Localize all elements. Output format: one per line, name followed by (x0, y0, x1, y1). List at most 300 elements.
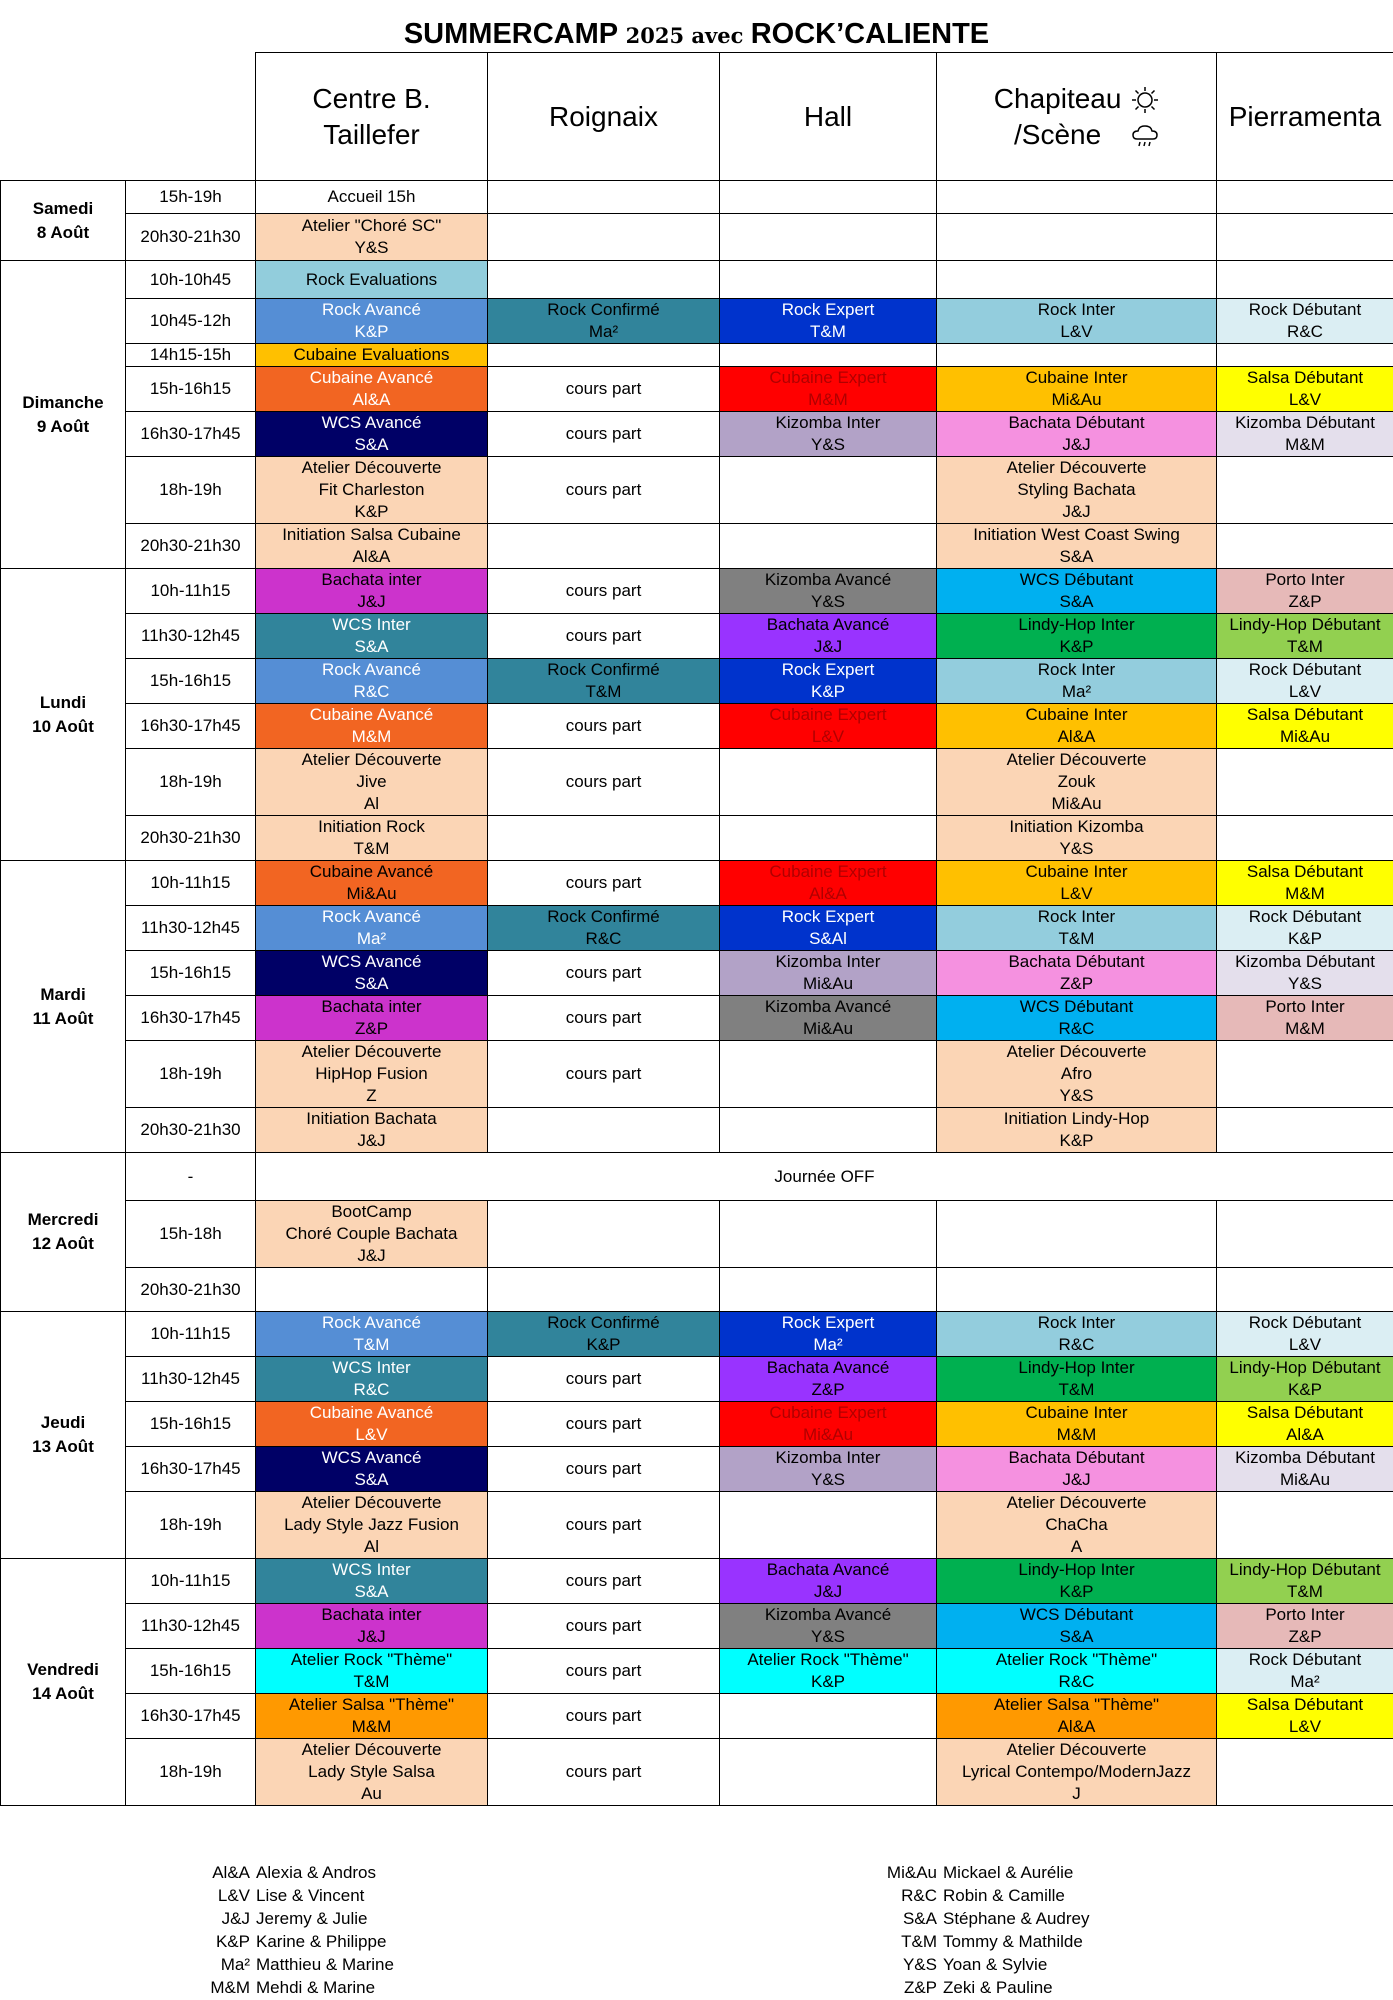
schedule-row (1, 1402, 1393, 1447)
class-cell-roignaix (488, 1268, 720, 1312)
class-cell-roignaix (488, 261, 720, 299)
schedule-row (1, 261, 1393, 299)
class-cell-hall: Rock Expert S&Al (720, 906, 937, 951)
class-cell-pierramenta (1217, 524, 1393, 569)
room-header-hall (720, 53, 937, 181)
schedule-row (1, 659, 1393, 704)
class-cell-centre: WCS Inter S&A (256, 1559, 488, 1604)
class-cell-hall: Kizomba Avancé Y&S (720, 1604, 937, 1649)
class-cell-hall: Bachata Avancé Z&P (720, 1357, 937, 1402)
schedule-row (1, 1357, 1393, 1402)
class-cell-centre: Initiation Salsa Cubaine Al&A (256, 524, 488, 569)
class-cell-centre: Cubaine Avancé M&M (256, 704, 488, 749)
schedule-row (1, 1447, 1393, 1492)
class-cell-roignaix: cours part (488, 749, 720, 816)
class-cell-chapiteau: Rock Inter R&C (937, 1312, 1217, 1357)
time-slot: 15h-16h15 (126, 951, 256, 996)
class-cell-roignaix: cours part (488, 1649, 720, 1694)
class-cell-hall: Kizomba Avancé Y&S (720, 569, 937, 614)
class-cell-centre: Cubaine Evaluations (256, 344, 488, 367)
class-cell-roignaix: cours part (488, 1402, 720, 1447)
class-cell-chapiteau: Atelier Découverte ChaCha A (937, 1492, 1217, 1559)
class-cell-chapiteau: Atelier Découverte Styling Bachata J&J (937, 457, 1217, 524)
class-cell-centre: WCS Avancé S&A (256, 1447, 488, 1492)
schedule-row (1, 861, 1393, 906)
legend-abbr: S&A (902, 1909, 937, 1928)
schedule-row (1, 181, 1393, 214)
class-cell-pierramenta: Lindy-Hop Débutant T&M (1217, 614, 1393, 659)
schedule-row (1, 524, 1393, 569)
legend-item (206, 1976, 394, 1999)
class-cell-centre: Atelier Découverte Fit Charleston K&P (256, 457, 488, 524)
time-slot: 16h30-17h45 (126, 704, 256, 749)
room-header-roignaix (488, 53, 720, 181)
class-cell-chapiteau: Rock Inter L&V (937, 299, 1217, 344)
class-cell-pierramenta: Lindy-Hop Débutant K&P (1217, 1357, 1393, 1402)
time-slot: 15h-18h (126, 1201, 256, 1268)
class-cell-pierramenta: Kizomba Débutant Y&S (1217, 951, 1393, 996)
legend-item (206, 1884, 394, 1907)
class-cell-pierramenta: Salsa Débutant L&V (1217, 367, 1393, 412)
class-cell-pierramenta (1217, 261, 1393, 299)
schedule-row (1, 1312, 1393, 1357)
legend-abbr: R&C (901, 1886, 937, 1905)
class-cell-roignaix: cours part (488, 412, 720, 457)
time-slot: 16h30-17h45 (126, 1447, 256, 1492)
room-header-chapiteau (937, 53, 1217, 181)
time-slot: 10h-11h15 (126, 569, 256, 614)
schedule-row (1, 1153, 1393, 1201)
legend-item (206, 1907, 394, 1930)
class-cell-hall: Kizomba Inter Mi&Au (720, 951, 937, 996)
schedule-row (1, 1694, 1393, 1739)
class-cell-roignaix (488, 344, 720, 367)
class-cell-chapiteau: Initiation Kizomba Y&S (937, 816, 1217, 861)
legend-abbr: K&P (215, 1932, 250, 1951)
class-cell-centre: Initiation Bachata J&J (256, 1108, 488, 1153)
class-cell-pierramenta (1217, 1041, 1393, 1108)
class-cell-hall (720, 1108, 937, 1153)
class-cell-hall (720, 214, 937, 261)
legend-abbr: T&M (901, 1932, 937, 1951)
time-slot: 11h30-12h45 (126, 1357, 256, 1402)
title-part-2: 2025 avec (625, 23, 751, 48)
time-slot: 20h30-21h30 (126, 816, 256, 861)
class-cell-pierramenta: Kizomba Débutant M&M (1217, 412, 1393, 457)
class-cell-chapiteau: Atelier Salsa "Thème" Al&A (937, 1694, 1217, 1739)
legend-abbr: M&M (210, 1978, 250, 1997)
class-cell-roignaix: cours part (488, 1492, 720, 1559)
class-cell-pierramenta (1217, 181, 1393, 214)
schedule-row (1, 1108, 1393, 1153)
class-cell-pierramenta: Rock Débutant Ma² (1217, 1649, 1393, 1694)
class-cell-roignaix (488, 816, 720, 861)
class-cell-pierramenta: Porto Inter M&M (1217, 996, 1393, 1041)
class-cell-chapiteau: Initiation Lindy-Hop K&P (937, 1108, 1217, 1153)
day-label: Jeudi 13 Août (1, 1312, 126, 1559)
legend-item (877, 1907, 1090, 1930)
legend-abbr: L&V (217, 1886, 250, 1905)
class-cell-roignaix: Rock Confirmé Ma² (488, 299, 720, 344)
class-cell-centre: WCS Avancé S&A (256, 951, 488, 996)
schedule-row (1, 951, 1393, 996)
time-slot: 20h30-21h30 (126, 1108, 256, 1153)
schedule-row (1, 412, 1393, 457)
legend-item (877, 1930, 1090, 1953)
class-cell-roignaix: cours part (488, 1559, 720, 1604)
class-cell-centre: Bachata inter J&J (256, 1604, 488, 1649)
class-cell-hall (720, 261, 937, 299)
time-slot: 16h30-17h45 (126, 996, 256, 1041)
class-cell-hall: Kizomba Inter Y&S (720, 1447, 937, 1492)
schedule-row (1, 749, 1393, 816)
class-cell-chapiteau: Atelier Découverte Lyrical Contempo/ModernJazz J (937, 1739, 1217, 1806)
class-cell-chapiteau: WCS Débutant S&A (937, 569, 1217, 614)
time-slot: 18h-19h (126, 1739, 256, 1806)
class-cell-hall: Rock Expert Ma² (720, 1312, 937, 1357)
class-cell-chapiteau: WCS Débutant R&C (937, 996, 1217, 1041)
legend-abbr: Z&P (903, 1978, 937, 1997)
class-cell-chapiteau: Bachata Débutant J&J (937, 1447, 1217, 1492)
legend-abbr: J&J (221, 1909, 250, 1928)
time-slot: 11h30-12h45 (126, 614, 256, 659)
legend-item (877, 1953, 1090, 1976)
class-cell-roignaix: Rock Confirmé R&C (488, 906, 720, 951)
class-cell-centre: Rock Avancé Ma² (256, 906, 488, 951)
class-cell-hall: Rock Expert T&M (720, 299, 937, 344)
legend-name: Zeki & Pauline (943, 1978, 1053, 1997)
class-cell-roignaix: cours part (488, 704, 720, 749)
header-corner (1, 53, 256, 181)
day-label: Mercredi 12 Août (1, 1153, 126, 1312)
class-cell-centre: Atelier "Choré SC" Y&S (256, 214, 488, 261)
legend-abbr: Al&A (212, 1863, 250, 1882)
class-cell-centre: Cubaine Avancé L&V (256, 1402, 488, 1447)
class-cell-chapiteau (937, 344, 1217, 367)
class-cell-centre (256, 1268, 488, 1312)
legend-name: Karine & Philippe (256, 1932, 387, 1951)
class-cell-centre: Atelier Découverte HipHop Fusion Z (256, 1041, 488, 1108)
class-cell-centre: Atelier Découverte Lady Style Salsa Au (256, 1739, 488, 1806)
class-cell-pierramenta: Salsa Débutant Mi&Au (1217, 704, 1393, 749)
class-cell-chapiteau (937, 1201, 1217, 1268)
time-slot: 20h30-21h30 (126, 214, 256, 261)
class-cell-roignaix (488, 181, 720, 214)
room-name: Hall (803, 100, 853, 132)
class-cell-roignaix: cours part (488, 1357, 720, 1402)
schedule-row (1, 1492, 1393, 1559)
legend-item (877, 1884, 1090, 1907)
schedule-row (1, 214, 1393, 261)
class-cell-centre: Rock Evaluations (256, 261, 488, 299)
class-cell-hall: Bachata Avancé J&J (720, 614, 937, 659)
class-cell-hall (720, 1492, 937, 1559)
schedule-row (1, 996, 1393, 1041)
class-cell-roignaix (488, 1108, 720, 1153)
schedule-row (1, 457, 1393, 524)
schedule-body (1, 181, 1393, 1806)
class-cell-chapiteau: Bachata Débutant Z&P (937, 951, 1217, 996)
schedule-row (1, 816, 1393, 861)
time-slot: 18h-19h (126, 749, 256, 816)
class-cell-pierramenta: Rock Débutant R&C (1217, 299, 1393, 344)
room-header-pierramenta (1217, 53, 1393, 181)
room-name: Chapiteau /Scène (993, 82, 1122, 150)
class-cell-roignaix: cours part (488, 1041, 720, 1108)
class-cell-centre: Accueil 15h (256, 181, 488, 214)
class-cell-hall (720, 816, 937, 861)
schedule-row (1, 1041, 1393, 1108)
day-label: Mardi 11 Août (1, 861, 126, 1153)
time-slot: 10h-11h15 (126, 861, 256, 906)
legend-name: Robin & Camille (943, 1886, 1065, 1905)
class-cell-roignaix: cours part (488, 951, 720, 996)
schedule-row (1, 1604, 1393, 1649)
room-header-centre (256, 53, 488, 181)
sun-icon (1131, 86, 1159, 114)
schedule-row (1, 569, 1393, 614)
class-cell-roignaix: cours part (488, 1447, 720, 1492)
time-slot: 20h30-21h30 (126, 524, 256, 569)
class-cell-chapiteau (937, 261, 1217, 299)
day-label: Vendredi 14 Août (1, 1559, 126, 1806)
class-cell-centre: WCS Inter R&C (256, 1357, 488, 1402)
legend-left (206, 1861, 394, 1999)
legend-name: Yoan & Sylvie (943, 1955, 1048, 1974)
class-cell-pierramenta: Porto Inter Z&P (1217, 569, 1393, 614)
class-cell-centre: WCS Avancé S&A (256, 412, 488, 457)
legend-item (206, 1861, 394, 1884)
time-slot: 11h30-12h45 (126, 906, 256, 951)
day-label: Lundi 10 Août (1, 569, 126, 861)
class-cell-chapiteau (937, 1268, 1217, 1312)
class-cell-centre: Rock Avancé R&C (256, 659, 488, 704)
time-slot: 14h15-15h (126, 344, 256, 367)
class-cell-hall (720, 749, 937, 816)
schedule-row (1, 614, 1393, 659)
class-cell-chapiteau: Atelier Découverte Afro Y&S (937, 1041, 1217, 1108)
schedule-row (1, 1268, 1393, 1312)
class-cell-chapiteau: Cubaine Inter M&M (937, 1402, 1217, 1447)
time-slot: 15h-16h15 (126, 659, 256, 704)
schedule-row (1, 344, 1393, 367)
room-name: Centre B. Taillefer (312, 82, 431, 150)
day-label: Samedi 8 Août (1, 181, 126, 261)
class-cell-centre: Atelier Découverte Lady Style Jazz Fusion Al (256, 1492, 488, 1559)
class-cell-chapiteau: Atelier Découverte Zouk Mi&Au (937, 749, 1217, 816)
legend-item (877, 1861, 1090, 1884)
time-slot: 15h-19h (126, 181, 256, 214)
class-cell-centre: Cubaine Avancé Mi&Au (256, 861, 488, 906)
class-cell-centre: Atelier Salsa "Thème" M&M (256, 1694, 488, 1739)
schedule-table (0, 52, 1393, 1806)
day-label: Dimanche 9 Août (1, 261, 126, 569)
time-slot: 15h-16h15 (126, 1402, 256, 1447)
class-cell-chapiteau: Lindy-Hop Inter K&P (937, 614, 1217, 659)
class-cell-hall: Atelier Rock "Thème" K&P (720, 1649, 937, 1694)
class-cell-centre: Bachata inter Z&P (256, 996, 488, 1041)
class-cell-centre: WCS Inter S&A (256, 614, 488, 659)
page-title (0, 14, 1393, 54)
time-slot: 18h-19h (126, 1041, 256, 1108)
legend-name: Mehdi & Marine (256, 1978, 376, 1997)
class-cell-hall: Cubaine Expert M&M (720, 367, 937, 412)
class-cell-pierramenta (1217, 457, 1393, 524)
class-cell-chapiteau (937, 181, 1217, 214)
legend-right (877, 1861, 1090, 1999)
class-cell-roignaix: cours part (488, 614, 720, 659)
time-slot: 18h-19h (126, 1492, 256, 1559)
class-cell-hall: Rock Expert K&P (720, 659, 937, 704)
rain-cloud-icon (1131, 123, 1159, 149)
class-cell-pierramenta (1217, 816, 1393, 861)
class-cell-chapiteau: Bachata Débutant J&J (937, 412, 1217, 457)
time-slot: 10h-11h15 (126, 1559, 256, 1604)
class-cell-centre: Atelier Rock "Thème" T&M (256, 1649, 488, 1694)
room-name: Pierramenta (1228, 100, 1382, 132)
legend-abbr: Y&S (902, 1955, 937, 1974)
class-cell-pierramenta (1217, 1268, 1393, 1312)
class-cell-hall: Bachata Avancé J&J (720, 1559, 937, 1604)
class-cell-centre: Rock Avancé K&P (256, 299, 488, 344)
schedule-row (1, 1201, 1393, 1268)
class-cell-hall (720, 1739, 937, 1806)
schedule-row (1, 1739, 1393, 1806)
class-cell-pierramenta: Rock Débutant L&V (1217, 1312, 1393, 1357)
class-cell-roignaix: cours part (488, 457, 720, 524)
legend-name: Tommy & Mathilde (943, 1932, 1083, 1951)
time-slot: 15h-16h15 (126, 367, 256, 412)
legend-name: Mickael & Aurélie (943, 1863, 1074, 1882)
class-cell-pierramenta: Salsa Débutant Al&A (1217, 1402, 1393, 1447)
schedule-row (1, 1649, 1393, 1694)
schedule-row (1, 299, 1393, 344)
class-cell-hall: Cubaine Expert L&V (720, 704, 937, 749)
class-cell-centre: Initiation Rock T&M (256, 816, 488, 861)
class-cell-chapiteau: Initiation West Coast Swing S&A (937, 524, 1217, 569)
class-cell-pierramenta (1217, 1201, 1393, 1268)
class-cell-chapiteau: Rock Inter Ma² (937, 659, 1217, 704)
schedule-row (1, 906, 1393, 951)
class-cell-roignaix: cours part (488, 367, 720, 412)
legend-name: Lise & Vincent (256, 1886, 365, 1905)
class-cell-hall (720, 1694, 937, 1739)
class-cell-chapiteau (937, 214, 1217, 261)
class-cell-pierramenta: Lindy-Hop Débutant T&M (1217, 1559, 1393, 1604)
class-cell-pierramenta: Kizomba Débutant Mi&Au (1217, 1447, 1393, 1492)
room-name: Roignaix (549, 100, 658, 132)
legend-item (877, 1976, 1090, 1999)
class-cell-hall: Kizomba Inter Y&S (720, 412, 937, 457)
time-slot: 16h30-17h45 (126, 412, 256, 457)
title-part-3: ROCK’CALIENTE (750, 18, 990, 50)
class-cell-centre: Bachata inter J&J (256, 569, 488, 614)
class-cell-roignaix: Rock Confirmé T&M (488, 659, 720, 704)
class-cell-pierramenta (1217, 749, 1393, 816)
class-cell-roignaix (488, 1201, 720, 1268)
class-cell-chapiteau: Cubaine Inter Mi&Au (937, 367, 1217, 412)
class-cell-pierramenta: Rock Débutant L&V (1217, 659, 1393, 704)
class-cell-centre: Rock Avancé T&M (256, 1312, 488, 1357)
schedule-row (1, 367, 1393, 412)
time-slot: - (126, 1153, 256, 1201)
class-cell-pierramenta (1217, 1492, 1393, 1559)
class-cell-roignaix (488, 524, 720, 569)
class-cell-pierramenta (1217, 1739, 1393, 1806)
header-row (1, 53, 1393, 181)
time-slot: 16h30-17h45 (126, 1694, 256, 1739)
schedule-row (1, 1559, 1393, 1604)
class-cell-pierramenta: Salsa Débutant L&V (1217, 1694, 1393, 1739)
class-cell-centre: Cubaine Avancé Al&A (256, 367, 488, 412)
class-cell-roignaix: cours part (488, 996, 720, 1041)
legend-abbr: Ma² (220, 1955, 250, 1974)
class-cell-pierramenta (1217, 214, 1393, 261)
class-cell-hall (720, 1268, 937, 1312)
time-slot: 10h-11h15 (126, 1312, 256, 1357)
time-slot: 10h45-12h (126, 299, 256, 344)
class-cell-chapiteau: Cubaine Inter L&V (937, 861, 1217, 906)
class-cell-roignaix: cours part (488, 1694, 720, 1739)
class-cell-hall (720, 1201, 937, 1268)
time-slot: 20h30-21h30 (126, 1268, 256, 1312)
class-cell-chapiteau: Lindy-Hop Inter T&M (937, 1357, 1217, 1402)
time-slot: 18h-19h (126, 457, 256, 524)
class-cell-chapiteau: Atelier Rock "Thème" R&C (937, 1649, 1217, 1694)
legend-name: Alexia & Andros (256, 1863, 377, 1882)
class-cell-pierramenta (1217, 1108, 1393, 1153)
class-cell-chapiteau: Cubaine Inter Al&A (937, 704, 1217, 749)
class-cell-hall (720, 181, 937, 214)
class-cell-hall: Cubaine Expert Al&A (720, 861, 937, 906)
schedule-row (1, 704, 1393, 749)
class-cell-hall (720, 524, 937, 569)
legend-item (206, 1930, 394, 1953)
legend-name: Matthieu & Marine (256, 1955, 394, 1974)
time-slot: 11h30-12h45 (126, 1604, 256, 1649)
class-cell-roignaix: cours part (488, 861, 720, 906)
time-slot: 10h-10h45 (126, 261, 256, 299)
class-cell-roignaix (488, 214, 720, 261)
legend-item (206, 1953, 394, 1976)
class-cell-roignaix: cours part (488, 1604, 720, 1649)
time-slot: 15h-16h15 (126, 1649, 256, 1694)
class-cell-chapiteau: Rock Inter T&M (937, 906, 1217, 951)
class-cell-centre: BootCamp Choré Couple Bachata J&J (256, 1201, 488, 1268)
title-part-1: SUMMERCAMP (403, 18, 626, 50)
class-cell-roignaix: cours part (488, 569, 720, 614)
class-cell-roignaix: cours part (488, 1739, 720, 1806)
class-cell-chapiteau: Lindy-Hop Inter K&P (937, 1559, 1217, 1604)
class-cell-pierramenta: Porto Inter Z&P (1217, 1604, 1393, 1649)
legend-name: Jeremy & Julie (256, 1909, 368, 1928)
class-cell-pierramenta (1217, 344, 1393, 367)
class-cell-hall (720, 457, 937, 524)
legend-abbr: Mi&Au (886, 1863, 937, 1882)
class-cell-roignaix: Rock Confirmé K&P (488, 1312, 720, 1357)
class-cell-hall (720, 344, 937, 367)
day-off-cell: Journée OFF (256, 1153, 1393, 1201)
class-cell-hall: Kizomba Avancé Mi&Au (720, 996, 937, 1041)
class-cell-pierramenta: Salsa Débutant M&M (1217, 861, 1393, 906)
class-cell-pierramenta: Rock Débutant K&P (1217, 906, 1393, 951)
class-cell-centre: Atelier Découverte Jive Al (256, 749, 488, 816)
class-cell-chapiteau: WCS Débutant S&A (937, 1604, 1217, 1649)
class-cell-hall (720, 1041, 937, 1108)
legend-name: Stéphane & Audrey (943, 1909, 1090, 1928)
class-cell-hall: Cubaine Expert Mi&Au (720, 1402, 937, 1447)
legend (0, 1861, 1393, 2000)
